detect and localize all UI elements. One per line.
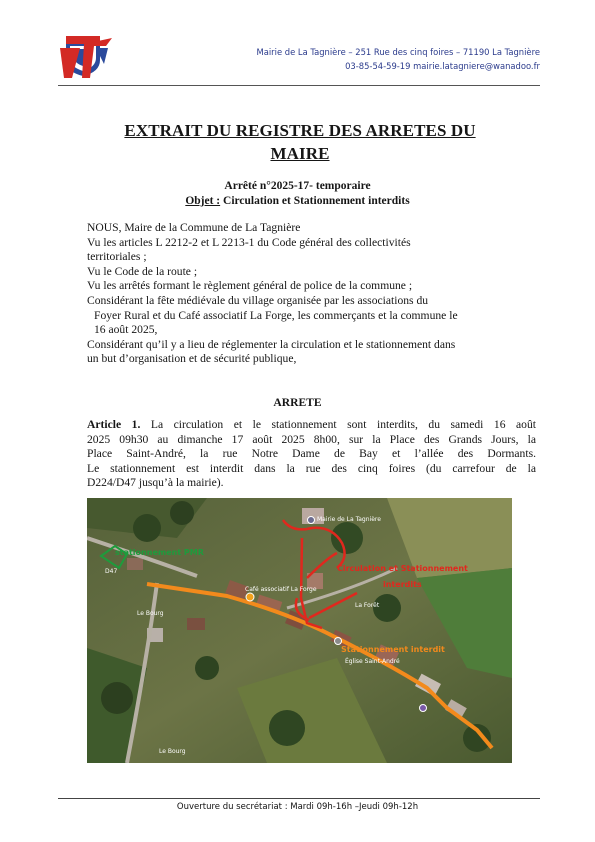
article-line: 2025 09h30 au dimanche 17 août 2025 8h00, sur la Place des Grands Jours, la: [87, 432, 536, 446]
preamble-line: Vu les arrêtés formant le règlement général de police de la commune ;: [87, 279, 413, 293]
objet-label: Objet :: [185, 195, 221, 207]
article-line: Le stationnement est interdit dans la rue des cinq foires (du carrefour de la: [87, 461, 536, 475]
road-le-bourg-label: Le Bourg: [159, 748, 186, 755]
road-d47-label: D47: [105, 568, 118, 575]
cafe-map-label: Café associatif La Forge: [245, 586, 317, 593]
stationnement-label: Stationnement interdit: [341, 645, 445, 654]
aerial-map: [87, 498, 512, 763]
article-1: [87, 418, 536, 491]
preamble-line: Vu les articles L 2212-2 et L 2213-1 du Code général des collectivités: [87, 235, 411, 249]
mairie-map-label: Mairie de La Tagnière: [317, 516, 381, 523]
footer-divider: [58, 798, 540, 799]
preamble-line: territoriales ;: [87, 250, 147, 264]
document-title-line1: EXTRAIT DU REGISTRE DES ARRETES DU: [124, 121, 476, 140]
footer-opening-hours: Ouverture du secrétariat : Mardi 09h-16h –Jeudi 09h-12h: [176, 802, 419, 812]
decision-heading: ARRETE: [273, 396, 322, 409]
pmr-parking-label: stationnement PMR: [115, 548, 204, 557]
preamble-line: 16 août 2025,: [94, 323, 158, 337]
header-address: Mairie de La Tagnière – 251 Rue des cinq foires – 71190 La Tagnière: [256, 47, 540, 57]
header-divider: [58, 85, 540, 86]
header-contact: 03-85-54-59-19 mairie.latagniere@wanadoo.fr: [345, 61, 540, 71]
article-line: Place Saint-André, la rue Notre Dame de Bay et l’allée des Dormants.: [87, 447, 536, 461]
preamble: [87, 221, 458, 367]
circulation-label-2: interdits: [383, 580, 422, 589]
preamble-line: Foyer Rural et du Café associatif La Forge, les commerçants et la commune le: [94, 308, 458, 322]
arrete-objet: [0, 195, 595, 207]
preamble-line: Vu le Code de la route ;: [87, 264, 198, 278]
article-label: Article 1.: [87, 418, 141, 431]
road-la-foret-label: La Forêt: [355, 602, 380, 609]
arrete-number: Arrêté n°2025-17- temporaire: [224, 180, 371, 192]
commune-logo: [60, 34, 112, 80]
preamble-line: Considérant la fête médiévale du village organisée par les associations du: [87, 293, 429, 307]
article-line: D224/D47 jusqu’à la mairie).: [87, 476, 224, 490]
road-le-bourg-label: Le Bourg: [137, 610, 164, 617]
preamble-line: Considérant qu’il y a lieu de réglementer la circulation et le stationnement dans: [87, 337, 456, 351]
preamble-line: NOUS, Maire de la Commune de La Tagnière: [87, 221, 301, 234]
eglise-map-label: Église Saint-André: [345, 658, 400, 665]
preamble-line: un but d’organisation et de sécurité publique,: [87, 352, 297, 366]
article-line: [87, 418, 536, 433]
circulation-label-1: Circulation et Stationnement: [337, 564, 468, 573]
objet-text: Circulation et Stationnement interdits: [220, 195, 410, 207]
document-title-line2: MAIRE: [270, 144, 330, 163]
article-text: La circulation et le stationnement sont interdits, du samedi 16 août: [140, 418, 536, 431]
